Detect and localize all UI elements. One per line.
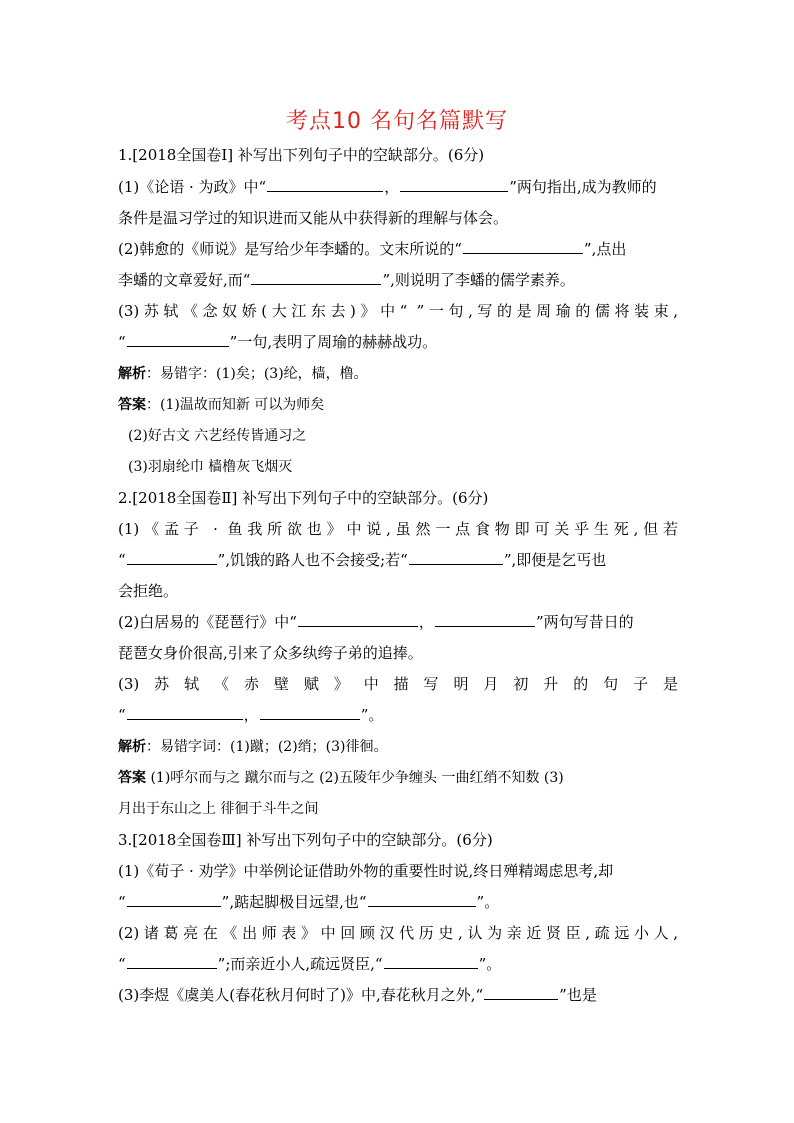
question-3-part-2-line-1: (2)诸葛亮在《出师表》中回顾汉代历史,认为亲近贤臣,疏远小人, [118, 924, 678, 942]
answer-blank[interactable] [260, 705, 360, 720]
question-2-part-1-line-2: “ ”,饥饿的路人也不会接受;若“ ”,即便是乞丐也 [118, 551, 607, 569]
question-1-analysis: 解析：易错字：(1)矣；(3)纶，樯，橹。 [118, 366, 368, 382]
answer-blank[interactable] [484, 985, 558, 1000]
question-2-part-2-line-1: (2)白居易的《琵琶行》中“ ， ”两句写昔日的 [118, 613, 634, 631]
question-2-part-3-line-1: (3)苏轼《赤壁赋》中描写明月初升的句子是 [118, 675, 678, 693]
question-2-part-1-line-3: 会拒绝。 [118, 582, 179, 600]
question-2-analysis: 解析：易错字词：(1)蹴；(2)绡；(3)徘徊。 [118, 739, 388, 755]
analysis-label: 解析 [118, 366, 146, 382]
answer-blank[interactable] [463, 239, 583, 254]
answer-blank[interactable] [127, 705, 243, 720]
question-2-heading: 2.[2018全国卷Ⅱ] 补写出下列句子中的空缺部分。(6分) [118, 489, 489, 507]
answer-label: 答案 [118, 770, 146, 786]
question-1-part-1-line-2: 条件是温习学过的知识进而又能从中获得新的理解与体会。 [118, 209, 509, 227]
answer-blank[interactable] [267, 177, 383, 192]
answer-blank[interactable] [127, 550, 217, 565]
answer-blank[interactable] [298, 612, 418, 627]
question-2-answer: 答案 (1)呼尔而与之 蹴尔而与之 (2)五陵年少争缠头 一曲红绡不知数 (3) [118, 770, 564, 786]
answer-blank[interactable] [127, 332, 229, 347]
question-1-part-2-line-2: 李蟠的文章爱好,而“ ”,则说明了李蟠的儒学素养。 [118, 271, 575, 289]
question-2-part-3-line-2: “ ， ”。 [118, 706, 384, 724]
question-2-part-2-line-2: 琵琶女身价很高,引来了众多纨绔子弟的追捧。 [118, 644, 423, 662]
question-1-answer: 答案：(1)温故而知新 可以为师矣 [118, 397, 325, 413]
question-3-heading: 3.[2018全国卷Ⅲ] 补写出下列句子中的空缺部分。(6分) [118, 831, 493, 849]
question-3-part-1-line-2: “ ”,踮起脚极目远望,也“ ”。 [118, 893, 500, 911]
analysis-label: 解析 [118, 739, 146, 755]
question-1-part-3-line-1: (3)苏轼《念奴娇(大江东去)》中“ ”一句,写的是周瑜的儒将装束, [118, 302, 678, 320]
question-2-answer-line-2: 月出于东山之上 徘徊于斗牛之间 [118, 801, 319, 817]
question-1-answer-line-2: (2)好古文 六艺经传皆通习之 [128, 428, 307, 444]
answer-blank[interactable] [384, 954, 478, 969]
question-2-part-1-line-1: (1)《孟子 · 鱼我所欲也》中说,虽然一点食物即可关乎生死,但若 [118, 520, 678, 538]
answer-blank[interactable] [400, 177, 508, 192]
question-1-answer-line-3: (3)羽扇纶巾 樯橹灰飞烟灭 [128, 459, 293, 475]
question-3-part-3-line-1: (3)李煜《虞美人(春花秋月何时了)》中,春花秋月之外,“ ”也是 [118, 986, 597, 1004]
question-1-part-2-line-1: (2)韩愈的《师说》是写给少年李蟠的。文末所说的“ ”,点出 [118, 240, 627, 258]
question-3-part-2-line-2: “ ”;而亲近小人,疏远贤臣,“ ”。 [118, 955, 502, 973]
question-3-part-1-line-1: (1)《荀子 · 劝学》中举例论证借助外物的重要性时说,终日殚精竭虑思考,却 [118, 862, 614, 880]
answer-blank[interactable] [409, 550, 503, 565]
answer-blank[interactable] [127, 892, 221, 907]
answer-blank[interactable] [368, 892, 476, 907]
question-1-part-1-line-1: (1)《论语 · 为政》中“ ， ”两句指出,成为教师的 [118, 178, 657, 196]
answer-blank[interactable] [127, 954, 217, 969]
page-title: 考点10 名句名篇默写 [286, 109, 508, 134]
answer-label: 答案 [118, 397, 146, 413]
answer-blank[interactable] [435, 612, 535, 627]
question-1-part-3-line-2: “ ”一句,表明了周瑜的赫赫战功。 [118, 333, 438, 351]
answer-blank[interactable] [251, 270, 381, 285]
question-1-heading: 1.[2018全国卷Ⅰ] 补写出下列句子中的空缺部分。(6分) [118, 146, 485, 164]
